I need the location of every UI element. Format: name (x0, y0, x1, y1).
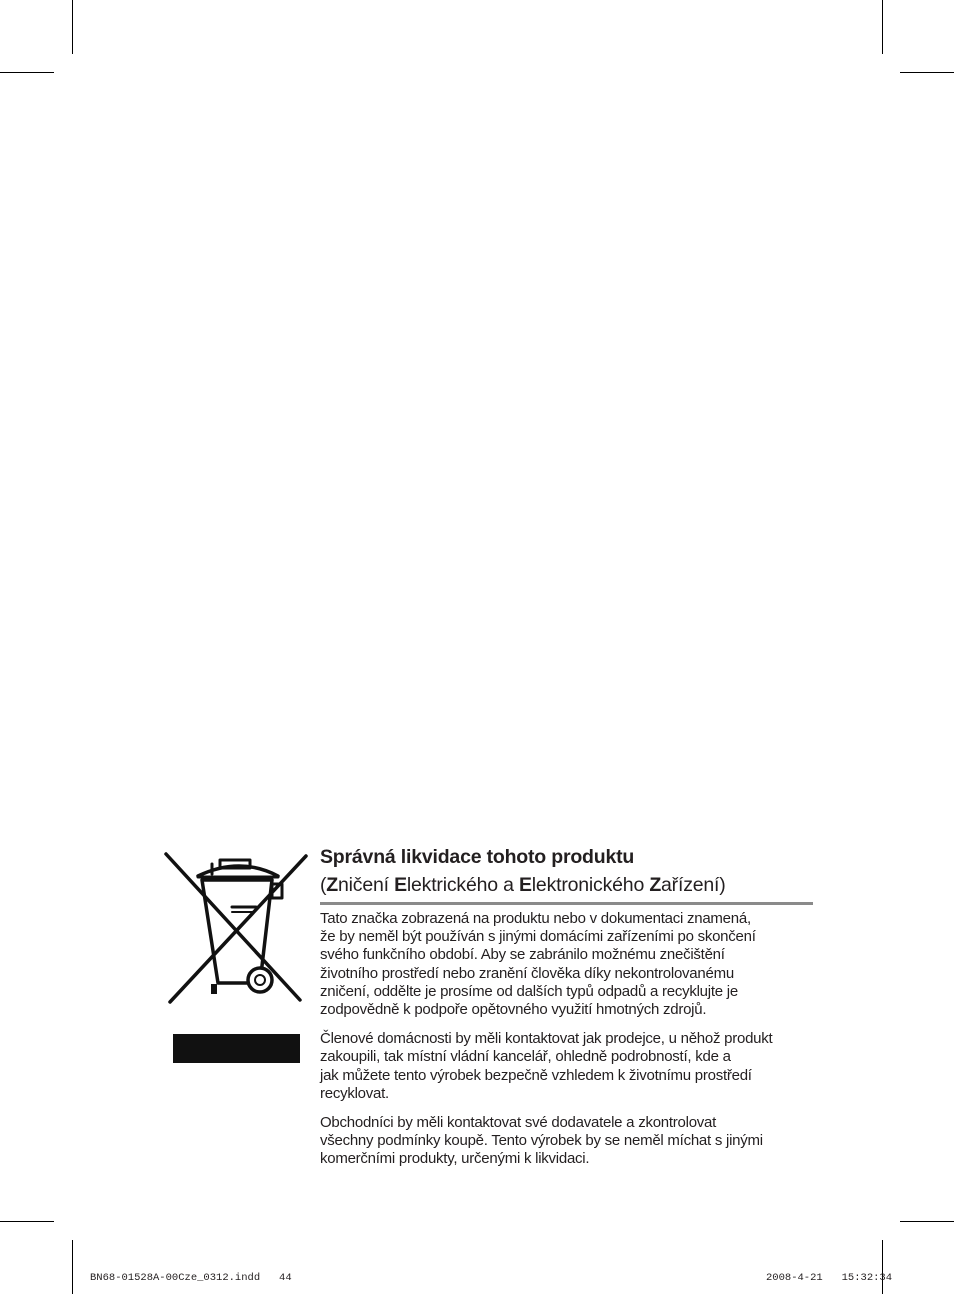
crop-mark (900, 72, 954, 73)
crop-mark (72, 1240, 73, 1294)
paragraph (320, 1114, 814, 1169)
slug-datetime: 2008-4-21 15:32:34 (766, 1272, 893, 1284)
crop-mark (882, 0, 883, 54)
paragraph-line: Členové domácnosti by měli kontaktovat jak prodejce, u něhož produkt (320, 1030, 773, 1048)
paragraph-line: zničení, oddělte je prosíme od dalších typů odpadů a recyklujte je (320, 982, 738, 1000)
black-bar (173, 1034, 300, 1063)
crop-mark (0, 72, 54, 73)
crop-mark (0, 1221, 54, 1222)
paragraph-line: komerčními produkty, určenými k likvidaci. (320, 1150, 590, 1168)
crop-mark (882, 1240, 883, 1294)
paragraph-line: zakoupili, tak místní vládní kancelář, ohledně podrobností, kde a (320, 1048, 731, 1066)
subtitle-part: ( (320, 874, 327, 896)
slug-filename: BN68-01528A-00Cze_0312.indd 44 (90, 1272, 292, 1284)
subtitle-part: lektrického a (406, 874, 519, 896)
subtitle-part: E (394, 874, 407, 896)
paragraph-line: jak můžete tento výrobek bezpečně vzhledem k životnímu prostředí (320, 1066, 752, 1084)
subtitle-part: ničení (338, 874, 395, 896)
subtitle-part: lektronického (531, 874, 650, 896)
paragraph-line: Tato značka zobrazená na produktu nebo v dokumentaci znamená, (320, 910, 751, 927)
crop-mark (72, 0, 73, 54)
subtitle-part: Z (649, 874, 662, 896)
paragraph-line: že by neměl být používán s jinými domácími zařízeními po skončení (320, 928, 756, 946)
subtitle-part: Z (326, 874, 339, 896)
paragraph (320, 910, 814, 1019)
paragraph (320, 1030, 814, 1103)
paragraph-line: životního prostředí nebo zranění člověka díky nekontrolovanému (320, 964, 734, 982)
subtitle-part: E (518, 874, 532, 896)
crossed-out-wheelie-bin-icon (160, 850, 310, 1008)
paragraph-line: svého funkčního období. Aby se zabránilo možnému znečištění (320, 946, 725, 964)
paragraph-line: recyklovat. (320, 1084, 389, 1102)
disposal-notice (320, 843, 814, 1180)
crop-mark (900, 1221, 954, 1222)
paragraph-line: zodpovědně k podpoře opětovného využití hmotných zdrojů. (320, 1001, 707, 1019)
paragraph-line: všechny podmínky koupě. Tento výrobek by se neměl míchat s jinými (320, 1132, 763, 1150)
paragraph-line: Obchodníci by měli kontaktovat své dodavatele a zkontrolovat (320, 1114, 717, 1132)
subtitle-part: ařízení) (661, 874, 726, 896)
page-subtitle (320, 871, 814, 899)
heading-divider (320, 902, 813, 905)
page-title: Správná likvidace tohoto produktu (320, 846, 635, 868)
